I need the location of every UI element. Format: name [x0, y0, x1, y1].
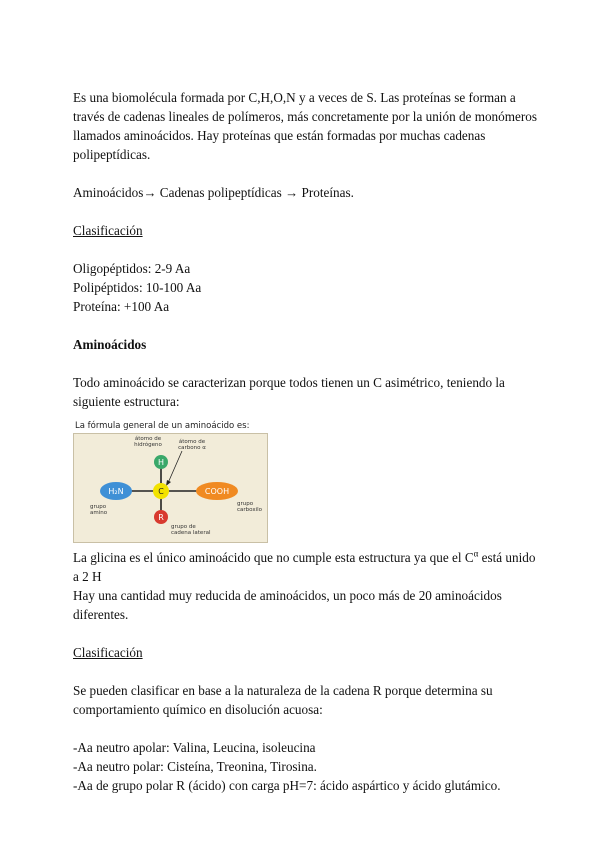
document-page — [73, 88, 543, 795]
aminoacid-diagram — [74, 434, 267, 542]
carboxyl-symbol: COOH — [204, 487, 230, 496]
figure-panel — [73, 433, 268, 543]
label-amino-1: grupo — [90, 504, 107, 510]
label-side-chain-2: cadena lateral — [171, 530, 211, 536]
alpha-superscript: α — [473, 548, 479, 559]
carbon-pointer — [168, 451, 182, 483]
label-carbon-1: átomo de — [178, 439, 206, 445]
label-carboxyl-2: carboxilo — [237, 507, 263, 513]
list-item: Polipéptidos: 10-100 Aa — [73, 280, 202, 295]
label-amino-2: amino — [90, 510, 108, 516]
r-symbol: R — [158, 513, 164, 522]
list-item: -Aa de grupo polar R (ácido) con carga pH=7: ácido aspártico y ácido glutámico. — [73, 778, 501, 793]
classification-heading-2: Clasificación — [73, 645, 143, 660]
list-item: Proteína: +100 Aa — [73, 299, 170, 314]
carbon-pointer-head — [166, 480, 171, 486]
glycine-text-end: está unido a 2 H — [73, 550, 536, 584]
aminoacid-type-list — [73, 738, 543, 795]
label-hydrogen-1: átomo de — [134, 436, 162, 442]
glycine-paragraph — [73, 548, 543, 586]
hydrogen-symbol: H — [157, 458, 165, 467]
peptide-size-list — [73, 259, 543, 316]
aminoacid-count-paragraph: Hay una cantidad muy reducida de aminoácidos, un poco más de 20 aminoácidos diferentes. — [73, 588, 502, 622]
label-carbon-2: carbono α — [178, 445, 206, 451]
list-item: -Aa neutro apolar: Valina, Leucina, isoleucina — [73, 740, 316, 755]
figure-title: La fórmula general de un aminoácido es: — [75, 421, 250, 431]
classification-heading-1: Clasificación — [73, 223, 143, 238]
glycine-text: La glicina es el único aminoácido que no cumple esta estructura ya que el C — [73, 550, 474, 565]
amino-symbol: H₂N — [108, 487, 124, 496]
list-item: Oligopéptidos: 2-9 Aa — [73, 261, 191, 276]
label-carboxyl-1: grupo — [237, 501, 254, 507]
label-hydrogen-2: hidrógeno — [134, 442, 162, 448]
label-side-chain-1: grupo de — [171, 524, 196, 530]
classification-paragraph: Se pueden clasificar en base a la naturaleza de la cadena R porque determina su comportamiento químico en disolución acuosa: — [73, 683, 493, 717]
aminoacid-structure-figure — [73, 421, 269, 543]
list-item: -Aa neutro polar: Cisteína, Treonina, Tirosina. — [73, 759, 317, 774]
carbon-symbol: C — [158, 487, 164, 496]
aminoacids-paragraph: Todo aminoácido se caracterizan porque todos tienen un C asimétrico, teniendo la siguiente estructura: — [73, 375, 505, 409]
intro-paragraph: Es una biomolécula formada por C,H,O,N y a veces de S. Las proteínas se forman a través de cadenas lineales de polímeros, más concretamente por la unión de monómeros llamados aminoácidos. Hay proteínas que están formadas por muchas cadenas polipeptídicas. — [73, 90, 537, 162]
aminoacids-heading: Aminoácidos — [73, 337, 147, 352]
sequence-line: Aminoácidos→ Cadenas polipeptídicas → Proteínas. — [73, 185, 354, 200]
